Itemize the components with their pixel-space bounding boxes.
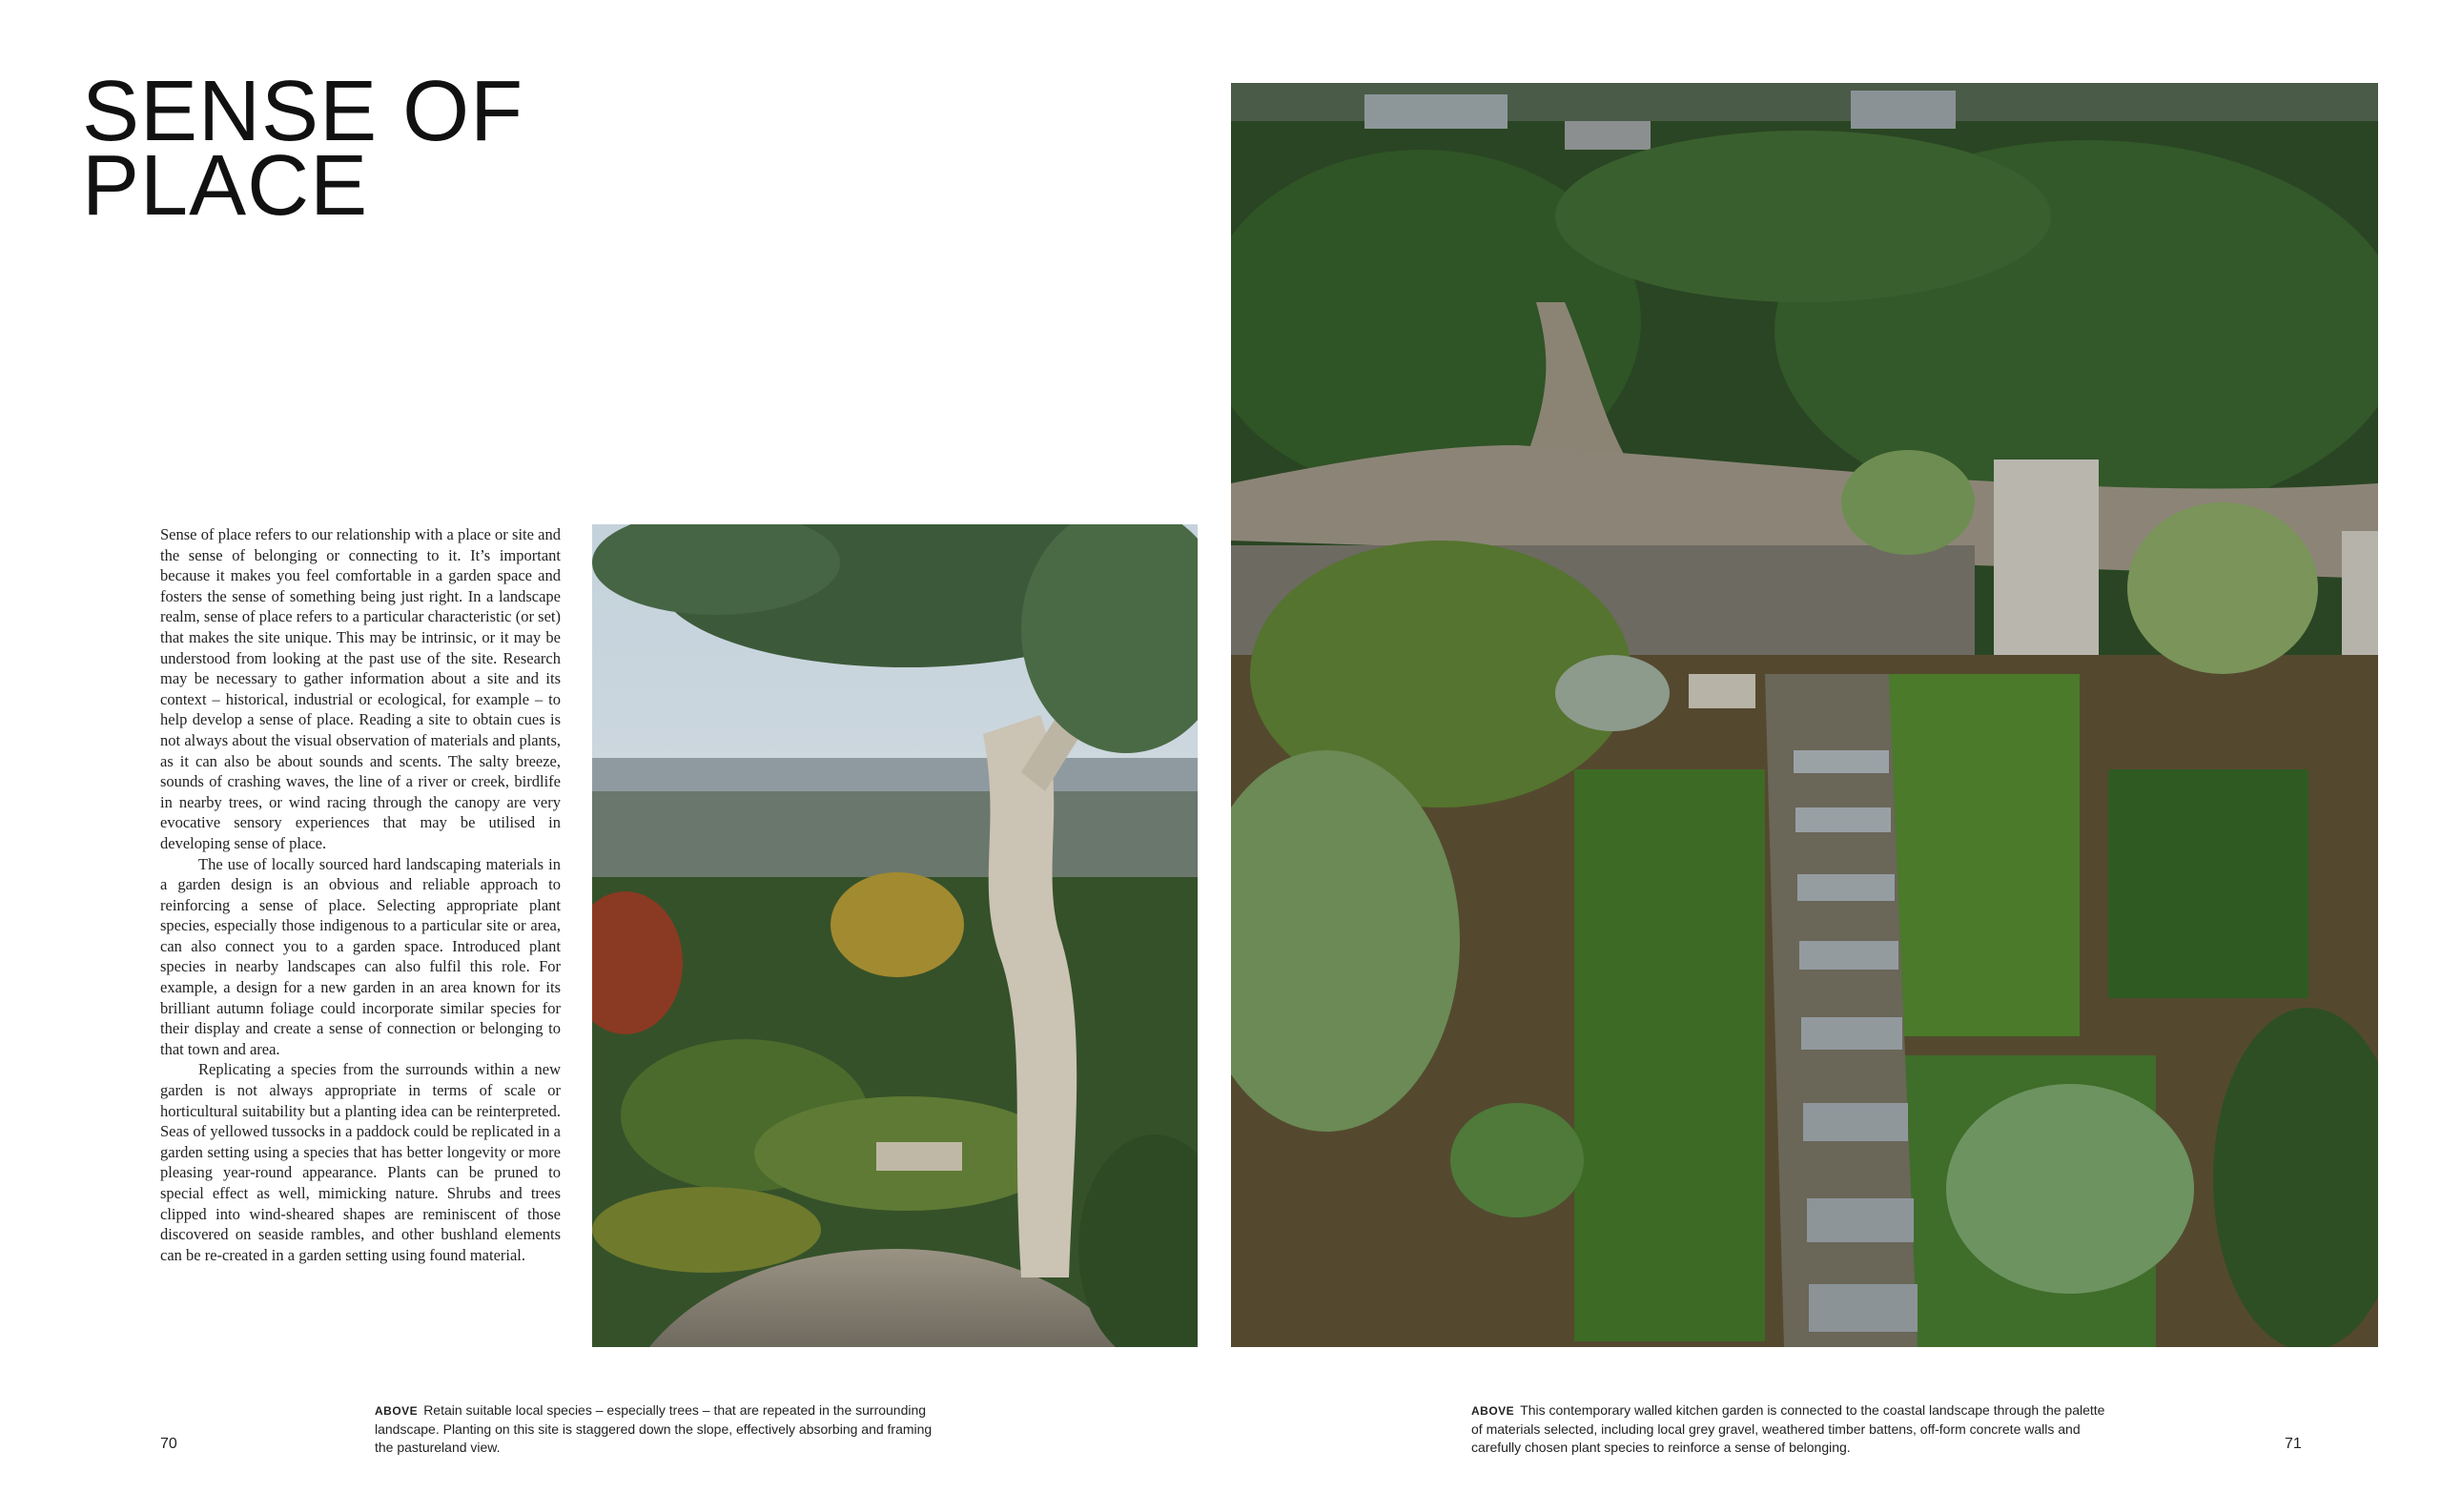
veg-bed	[2108, 769, 2308, 998]
eucalyptus-garden-illustration	[592, 524, 1198, 1347]
house	[1364, 94, 1508, 129]
stepping-stone	[1803, 1103, 1908, 1141]
body-text	[160, 524, 561, 1265]
stepping-stone	[1801, 1017, 1902, 1050]
stepping-stone	[1807, 1198, 1914, 1242]
kitchen-garden-illustration	[1231, 83, 2378, 1347]
caption-text: This contemporary walled kitchen garden is connected to the coastal landscape through the palette of materials selected, including local grey gravel, weathered timber battens, off-form concrete walls and carefully chosen plant species to reinforce a sense of belonging.	[1471, 1402, 2105, 1455]
page-title	[82, 64, 524, 234]
lawn-mound	[592, 1187, 821, 1273]
outdoor-table	[1689, 674, 1755, 708]
stepping-stone	[1809, 1284, 1918, 1332]
caption-text: Retain suitable local species – especially trees – that are repeated in the surrounding landscape. Planting on this site is staggered down the slope, effectively absorbing and framing the pastureland view.	[375, 1402, 933, 1455]
page-number-right: 71	[2285, 1436, 2302, 1452]
stepping-stone	[1797, 874, 1895, 901]
eucalyptus-garden-photo	[592, 524, 1198, 1347]
olive-tree	[1841, 450, 1975, 555]
body-paragraph: The use of locally sourced hard landscaping materials in a garden design is an obvious and reliable approach to reinforcing a sense of place. Selecting appropriate plant species, especially those indigenous to a particular site or area, can also connect you to a garden space. Introduced plant species in nearby landscapes can also fulfil this role. For example, a design for a new garden in an area known for its brilliant autumn foliage could incorporate similar species for their display and create a sense of connection or belonging to that town and area.	[160, 854, 561, 1058]
body-paragraph: Replicating a species from the surrounds within a new garden is not always appropriate in terms of scale or horticultural suitability but a planting idea can be reinterpreted. Seas of yellowed tussocks in a paddock could be replicated in a garden setting using a species that has better longevity or more pleasing year-round appearance. Plants can be pruned to special effect as well, mimicking nature. Shrubs and trees clipped into wind-sheared shapes are reminiscent of those discovered on seaside rambles, and other bushland elements can be re-created in a garden setting using found material.	[160, 1060, 561, 1264]
distant-trees	[592, 791, 1198, 877]
veg-bed	[1574, 769, 1765, 1341]
house	[1851, 91, 1956, 129]
stepping-stone	[1799, 941, 1898, 970]
stepping-stone	[1795, 807, 1891, 832]
house	[1565, 121, 1651, 150]
lavender-mound	[1555, 655, 1670, 731]
kale-clump	[1450, 1103, 1584, 1217]
garden-bench	[876, 1142, 962, 1171]
artichoke-clump	[1946, 1084, 2194, 1294]
distant-ridge	[592, 758, 1198, 796]
title-line-1: SENSE OF	[82, 64, 524, 159]
olive-tree	[2127, 502, 2318, 674]
tea-tree-canopy	[1555, 131, 2051, 302]
kitchen-garden-photo	[1231, 83, 2378, 1347]
veg-bed	[1889, 674, 2080, 1036]
body-paragraph: Sense of place refers to our relationship with a place or site and the sense of belonging or connecting to it. It’s important because it makes you feel comfortable in a garden space and fosters the sense of something being just right. In a landscape realm, sense of place refers to a particular characteristic (or set) that makes the site unique. This may be intrinsic, or it may be understood from looking at the past use of the site. Research may be necessary to gather information about a site and its context – historical, industrial or ecological, for example – to help develop a sense of place. Reading a site to obtain cues is not always about the visual observation of materials and plants, as it can also be about sounds and scents. The salty breeze, sounds of crashing waves, the line of a river or creek, birdlife in nearby trees, or wind racing through the canopy are very evocative sensory experiences that may be utilised in developing sense of place.	[160, 525, 561, 852]
caption-left	[375, 1401, 947, 1457]
stepping-stone	[1794, 750, 1889, 773]
title-line-2: PLACE	[82, 138, 369, 234]
caption-label: ABOVE	[1471, 1404, 1515, 1418]
caption-right	[1471, 1401, 2120, 1457]
caption-label: ABOVE	[375, 1404, 419, 1418]
page-number-left: 70	[160, 1436, 177, 1452]
yellow-shrub	[831, 872, 964, 977]
